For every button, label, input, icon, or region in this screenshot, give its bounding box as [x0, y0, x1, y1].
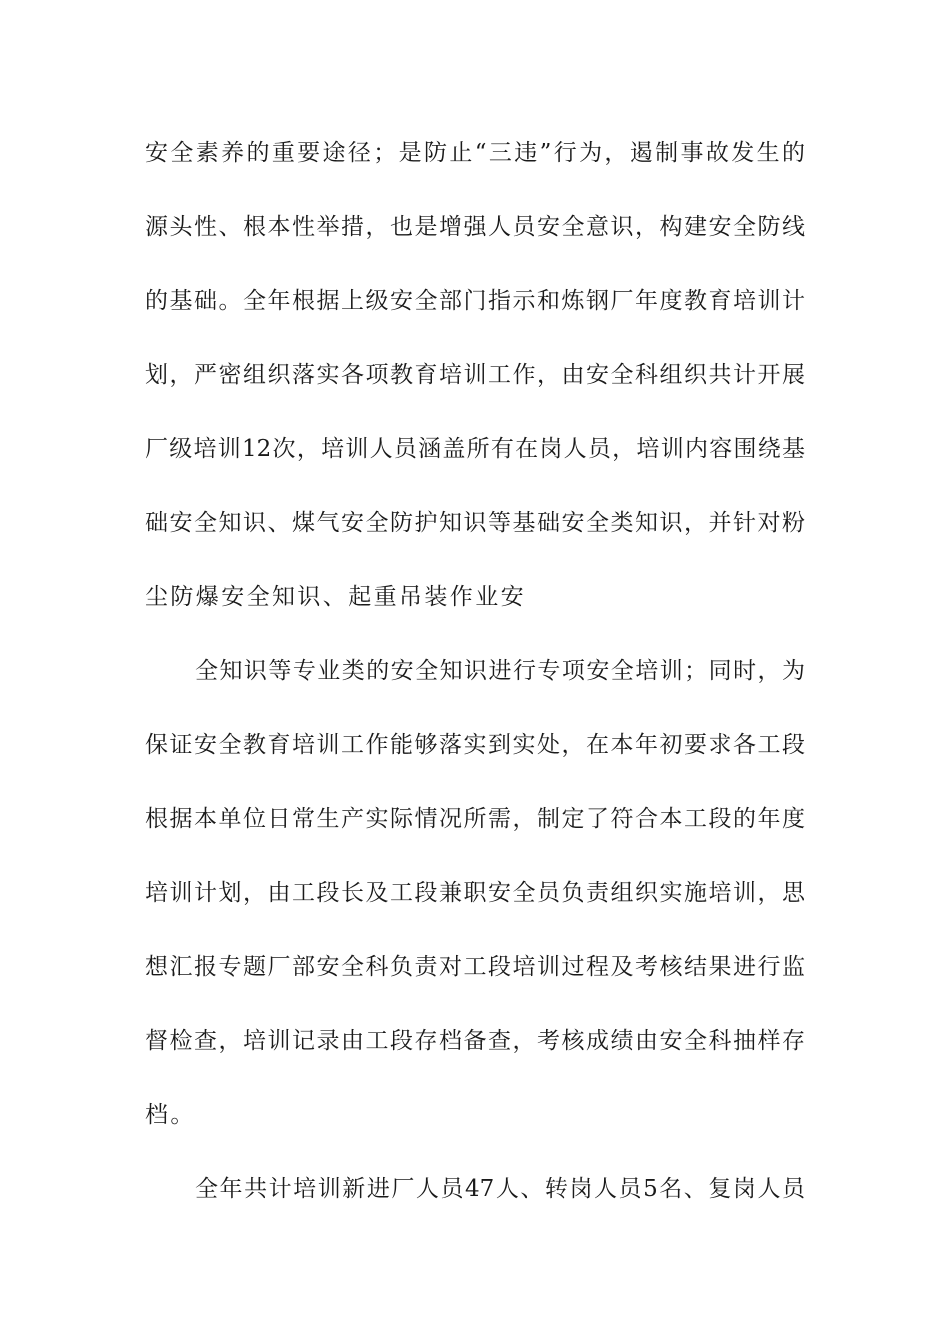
text-line: 源头性、根本性举措，也是增强人员安全意识，构建安全防线	[145, 214, 805, 240]
text-line: 督检查，培训记录由工段存档备查，考核成绩由安全科抽样存	[145, 1028, 805, 1054]
paragraph-first-line: 全年共计培训新进厂人员47人、转岗人员5名、复岗人员	[195, 1176, 805, 1202]
text-line: 的基础。全年根据上级安全部门指示和炼钢厂年度教育培训计	[145, 288, 805, 314]
text-line: 础安全知识、煤气安全防护知识等基础安全类知识，并针对粉	[145, 510, 805, 536]
text-line: 根据本单位日常生产实际情况所需，制定了符合本工段的年度	[145, 806, 805, 832]
text-line: 想汇报专题厂部安全科负责对工段培训过程及考核结果进行监	[145, 954, 805, 980]
text-line: 档。	[145, 1102, 196, 1128]
text-line: 培训计划，由工段长及工段兼职安全员负责组织实施培训，思	[145, 880, 805, 906]
document-body	[145, 128, 805, 1238]
text-line: 安全素养的重要途径；是防止“三违”行为，遏制事故发生的	[145, 140, 805, 166]
paragraph-first-line: 全知识等专业类的安全知识进行专项安全培训；同时，为	[195, 658, 805, 684]
text-line: 划，严密组织落实各项教育培训工作，由安全科组织共计开展	[145, 362, 805, 388]
text-line: 尘防爆安全知识、起重吊装作业安	[145, 584, 526, 610]
text-line: 保证安全教育培训工作能够落实到实处，在本年初要求各工段	[145, 732, 805, 758]
text-line: 厂级培训12次，培训人员涵盖所有在岗人员，培训内容围绕基	[145, 436, 805, 462]
